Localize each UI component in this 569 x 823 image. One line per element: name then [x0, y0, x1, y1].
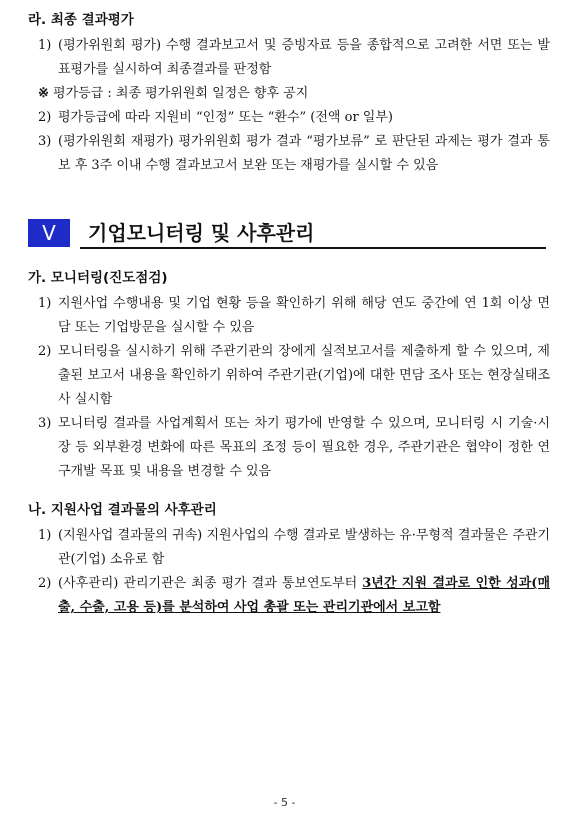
item-number: 1): [38, 528, 52, 543]
section-ra-heading: 라. 최종 결과평가: [28, 12, 134, 28]
section-ga-item-3: [38, 412, 550, 484]
item-text: [58, 572, 550, 620]
item-number: 1): [38, 38, 52, 53]
section-ra-note: [38, 82, 308, 106]
section-ra-item-3: [38, 130, 550, 178]
item-text: (평가위원회 재평가) 평가위원회 평가 결과 “평가보류” 로 판단된 과제는 평가 결과 통보 후 3주 이내 수행 결과보고서 보완 또는 재평가를 실시할 수 있음: [58, 134, 550, 173]
section-na-item-1: [38, 524, 550, 572]
section-numeral-box: V: [28, 219, 70, 247]
item-text-emphasis: 3년간 지원 결과로 인한 성과(매출, 수출, 고용 등)를 분석하여 사업 총괄 또는 관리기관에서 보고함: [58, 576, 550, 615]
item-number: 3): [38, 134, 52, 149]
section-ga-heading: 가. 모니터링(진도점검): [28, 270, 168, 286]
item-text: 모니터링을 실시하기 위해 주관기관의 장에게 실적보고서를 제출하게 할 수 있으며, 제출된 보고서 내용을 확인하기 위하여 주관기관(기업)에 대한 면담 조사 또는 현장실태조사 실시함: [58, 344, 550, 407]
section-v-header: [28, 216, 546, 250]
item-number: 1): [38, 296, 52, 311]
item-text-plain: (사후관리) 관리기관은 최종 평가 결과 통보연도부터: [58, 576, 363, 591]
section-underline: [80, 247, 546, 249]
section-ga-item-2: [38, 340, 550, 412]
section-ga-item-1: [38, 292, 550, 340]
item-text: (지원사업 결과물의 귀속) 지원사업의 수행 결과로 발생하는 유·무형적 결과물은 주관기관(기업) 소유로 함: [58, 528, 550, 567]
item-number: 2): [38, 110, 52, 125]
page-number: - 5 -: [273, 796, 296, 809]
item-number: 2): [38, 576, 52, 591]
item-number: 2): [38, 344, 52, 359]
section-ra-item-1: [38, 34, 550, 82]
section-na-item-2: [38, 572, 550, 620]
section-title: 기업모니터링 및 사후관리: [88, 221, 315, 245]
item-number: 3): [38, 416, 52, 431]
item-text: 평가등급에 따라 지원비 “인정” 또는 “환수” (전액 or 일부): [58, 110, 393, 125]
section-na-heading: 나. 지원사업 결과물의 사후관리: [28, 502, 217, 518]
item-text: 모니터링 결과를 사업계획서 또는 차기 평가에 반영할 수 있으며, 모니터링 시 기술·시장 등 외부환경 변화에 따른 목표의 조정 등이 필요한 경우, 주관기관은 협약이 정한 연구개발 목표 및 내용을 변경할 수 있음: [58, 416, 550, 479]
note-mark: ※: [38, 86, 49, 101]
item-text: (평가위원회 평가) 수행 결과보고서 및 증빙자료 등을 종합적으로 고려한 서면 또는 발표평가를 실시하여 최종결과를 판정함: [58, 38, 550, 77]
section-ra-item-2: [38, 106, 550, 130]
item-text: 지원사업 수행내용 및 기업 현황 등을 확인하기 위해 해당 연도 중간에 연 1회 이상 면담 또는 기업방문을 실시할 수 있음: [58, 296, 550, 335]
note-text: 평가등급 : 최종 평가위원회 일정은 향후 공지: [53, 86, 309, 101]
